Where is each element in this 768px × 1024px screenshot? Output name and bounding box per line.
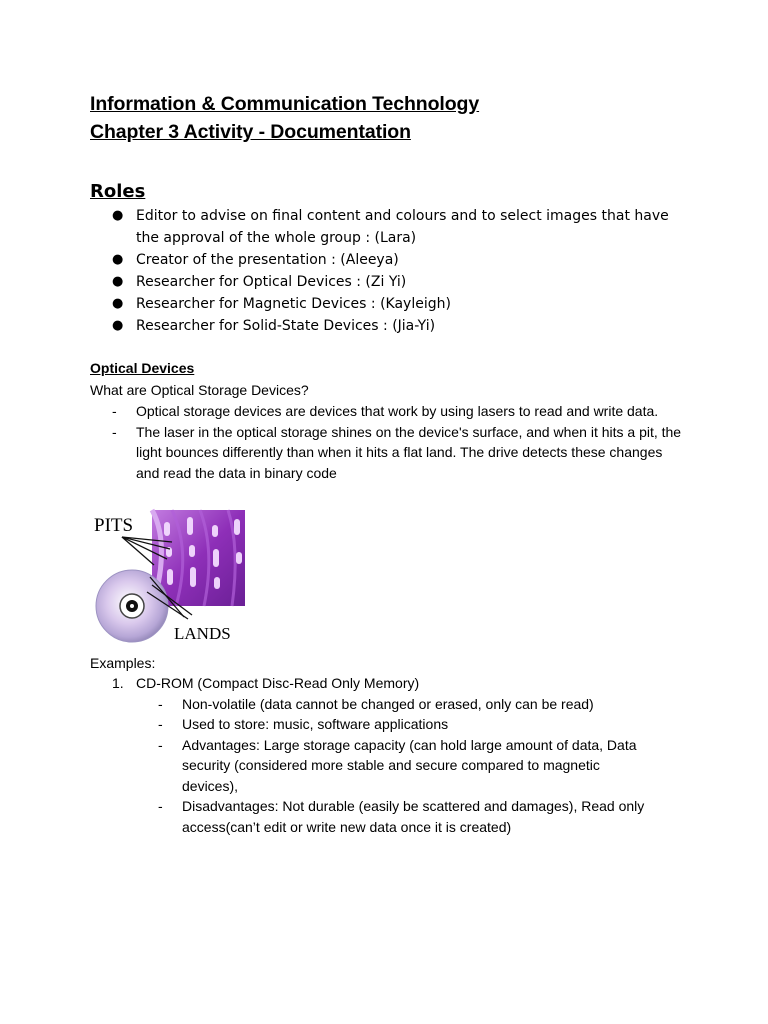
document-title-line1: Information & Communication Technology <box>90 93 480 115</box>
list-item <box>112 401 682 422</box>
list-item <box>112 315 682 337</box>
bullet-icon: ● <box>112 318 124 333</box>
figure-label-pits: PITS <box>94 515 134 536</box>
point-text: Optical storage devices are devices that work by using lasers to read and write data. <box>136 403 659 419</box>
examples-list <box>112 673 682 837</box>
bullet-icon: ● <box>112 296 124 311</box>
detail-text: Disadvantages: Not durable (easily be scattered and damages), Read only access(can’t edit or write new data once it is created) <box>182 798 645 835</box>
example-details-list <box>158 694 658 838</box>
list-item <box>112 205 682 249</box>
dash-marker: - <box>158 736 163 753</box>
examples-label: Examples: <box>90 655 156 671</box>
optical-points-list <box>112 401 682 483</box>
pits-lands-figure <box>92 507 252 647</box>
role-text: Researcher for Magnetic Devices : (Kayleigh) <box>136 296 451 312</box>
dash-marker: - <box>112 403 117 419</box>
list-item <box>112 271 682 293</box>
detail-text: Advantages: Large storage capacity (can hold large amount of data, Data security (considered more stable and secure compared to magnetic devices), <box>182 736 637 794</box>
cd-disc-icon <box>96 570 168 642</box>
roles-heading: Roles <box>90 181 146 202</box>
optical-devices-heading: Optical Devices <box>90 360 195 376</box>
role-text: Researcher for Solid-State Devices : (Jia-Yi) <box>136 318 436 334</box>
role-text: Creator of the presentation : (Aleeya) <box>136 252 399 268</box>
example-name: CD-ROM (Compact Disc-Read Only Memory) <box>136 675 420 691</box>
detail-text: Non-volatile (data cannot be changed or erased, only can be read) <box>182 695 594 712</box>
bullet-icon: ● <box>112 252 124 267</box>
list-item <box>112 249 682 271</box>
list-item <box>158 694 658 715</box>
role-text: Editor to advise on final content and colours and to select images that have the approval of the whole group : (Lara) <box>136 208 669 246</box>
role-text: Researcher for Optical Devices : (Zi Yi) <box>136 274 407 290</box>
dash-marker: - <box>158 695 163 712</box>
list-item <box>112 293 682 315</box>
bullet-icon: ● <box>112 208 124 223</box>
list-number: 1. <box>112 675 124 691</box>
document-title-line2: Chapter 3 Activity - Documentation <box>90 121 411 143</box>
dash-marker: - <box>112 423 117 440</box>
figure-label-lands: LANDS <box>174 624 231 643</box>
point-text: The laser in the optical storage shines on the device's surface, and when it hits a pit, the light bounces differently than when it hits a flat land. The drive detects these changes and read the data in binary code <box>136 423 682 481</box>
list-item <box>158 796 658 837</box>
optical-question: What are Optical Storage Devices? <box>90 382 309 398</box>
list-item <box>158 735 658 797</box>
detail-text: Used to store: music, software applications <box>182 716 449 732</box>
list-item <box>112 422 682 484</box>
bullet-icon: ● <box>112 274 124 289</box>
list-item <box>112 673 682 837</box>
dash-marker: - <box>158 798 163 814</box>
roles-list <box>112 205 682 337</box>
list-item <box>158 714 658 735</box>
dash-marker: - <box>158 716 163 732</box>
